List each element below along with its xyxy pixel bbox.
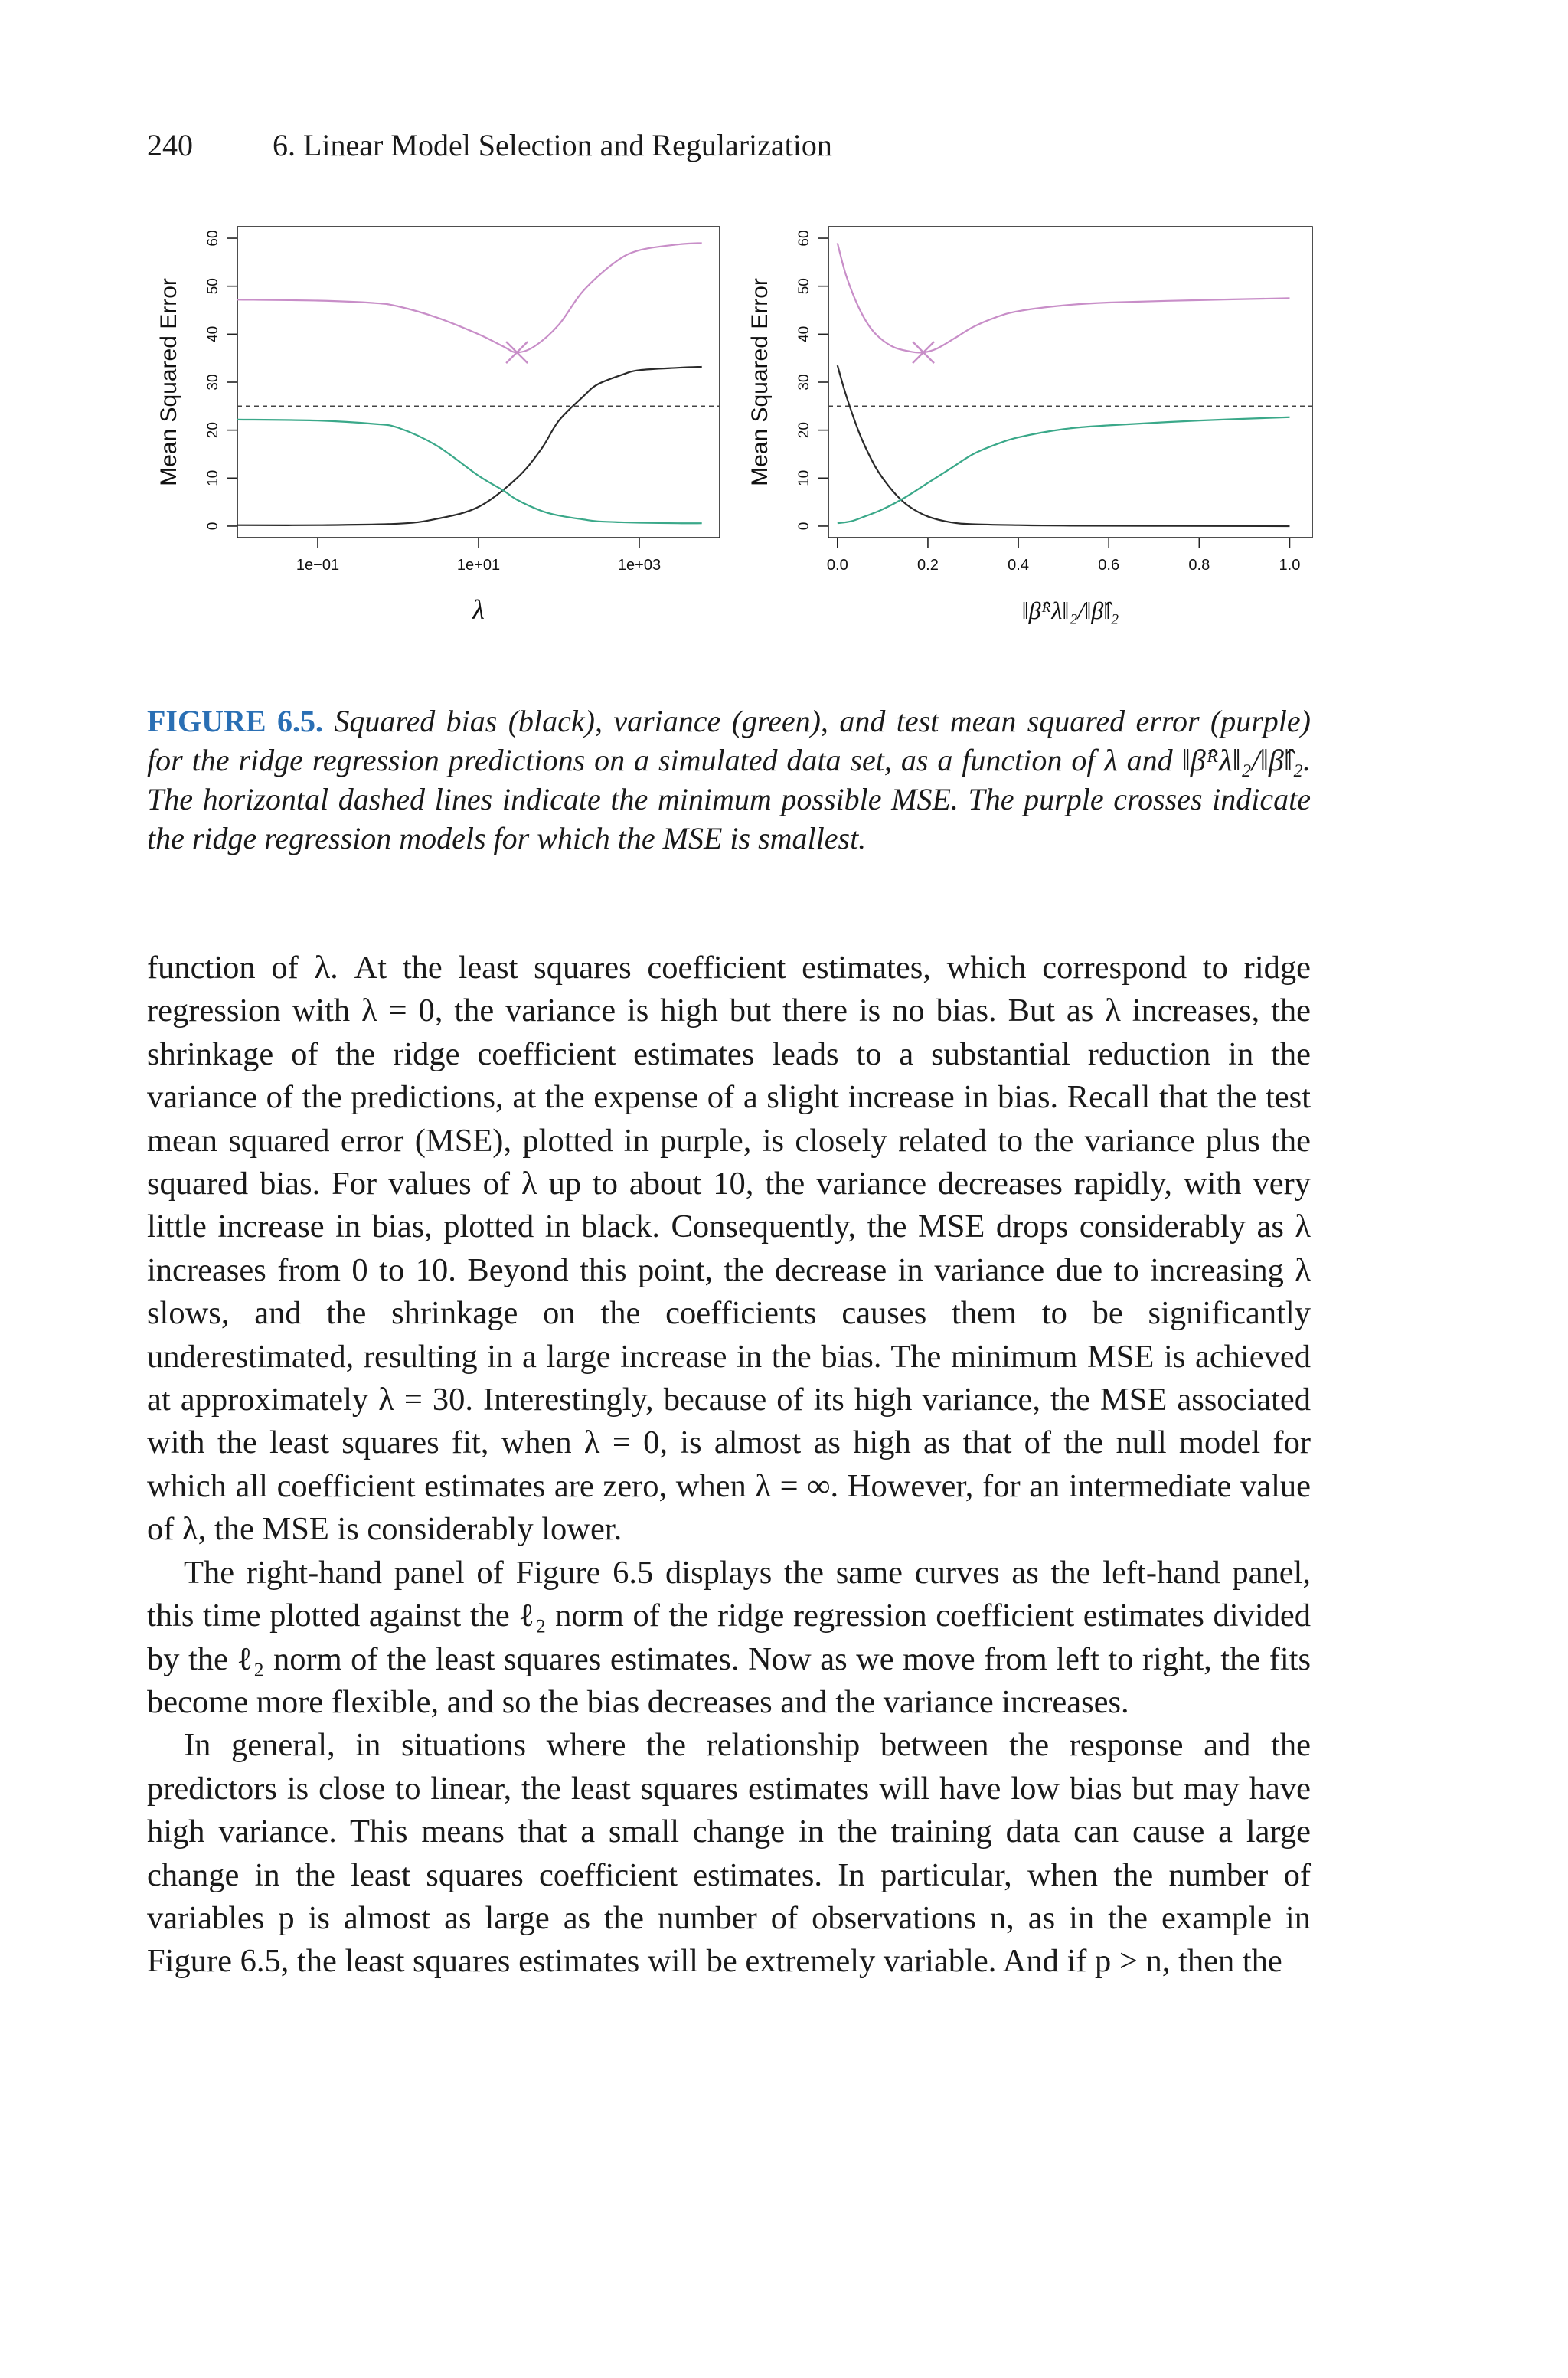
- y-tick-label: 10: [205, 469, 221, 486]
- x-axis-label: λ: [472, 594, 485, 625]
- x-tick-label: 1e+01: [456, 557, 501, 574]
- caption-text: Squared bias (black), variance (green), and test mean squared error (purple) for the ridge regression predictions on a simulated data set, as a function of λ and ‖β̂ᴿλ‖₂/‖β̂‖₂. The horizontal dashed lines indicate the minimum possible MSE. The purple crosses indicate the ridge regression models for which the MSE is smallest.: [147, 704, 1311, 855]
- chart-panel-1: [156, 227, 720, 625]
- x-tick-label: 0.8: [1188, 557, 1210, 574]
- running-head: [147, 127, 1311, 173]
- plot-frame: [237, 227, 720, 538]
- y-tick-label: 0: [205, 522, 221, 531]
- figure-6-5: [130, 207, 1332, 682]
- paragraph-2: The right-hand panel of Figure 6.5 displays the same curves as the left-hand panel, this time plotted against the ℓ₂ norm of the ridge regression coefficient estimates divided by the ℓ₂ norm of the least squares estimates. Now as we move from left to right, the fits become more flexible, and so the bias decreases and the variance increases.: [147, 1554, 1311, 1720]
- paragraph-1: function of λ. At the least squares coefficient estimates, which correspond to ridge regression with λ = 0, the variance is high but there is no bias. But as λ increases, the shrinkage of the ridge coefficient estimates leads to a substantial reduction in the variance of the predictions, at the expense of a slight increase in bias. Recall that the test mean squared error (MSE), plotted in purple, is closely related to the variance plus the squared bias. For values of λ up to about 10, the variance decreases rapidly, with very little increase in bias, plotted in black. Consequently, the MSE drops considerably as λ increases from 0 to 10. Beyond this point, the decrease in variance due to increasing λ slows, and the shrinkage on the coefficients causes them to be significantly underestimated, resulting in a large increase in the bias. The minimum MSE is achieved at approximately λ = 30. Interestingly, because of its high variance, the MSE associated with the least squares fit, when λ = 0, is almost as high as that of the null model for which all coefficient estimates are zero, when λ = ∞. However, for an intermediate value of λ, the MSE is considerably lower.: [147, 950, 1311, 1548]
- chapter-title: 6. Linear Model Selection and Regularization: [273, 128, 832, 162]
- squared-bias-curve: [237, 367, 702, 525]
- body-text: [147, 947, 1311, 1984]
- y-tick-label: 60: [205, 230, 221, 247]
- y-axis-label: Mean Squared Error: [747, 278, 773, 486]
- min-mse-cross-marker: [506, 342, 528, 363]
- y-tick-label: 50: [205, 278, 221, 295]
- x-tick-label: 0.0: [826, 557, 848, 574]
- page-number: 240: [147, 128, 193, 162]
- test-mse-curve: [838, 243, 1290, 352]
- variance-curve: [838, 417, 1290, 523]
- y-tick-label: 30: [796, 374, 812, 391]
- paragraph-3: In general, in situations where the relationship between the response and the predictors is close to linear, the least squares estimates will have low bias but may have high variance. This means that a small change in the training data can cause a large change in the least squares coefficient estimates. In particular, when the number of variables p is almost as large as the number of observations n, as in the example in Figure 6.5, the least squares estimates will be extremely variable. And if p > n, then the: [147, 1727, 1311, 1980]
- variance-curve: [237, 420, 702, 523]
- x-axis-label: ‖β̂ᴿλ‖₂/‖β̂‖₂: [1021, 597, 1119, 624]
- y-tick-label: 0: [796, 522, 812, 531]
- y-tick-label: 30: [205, 374, 221, 391]
- y-tick-label: 40: [205, 325, 221, 342]
- y-tick-label: 20: [205, 422, 221, 439]
- x-tick-label: 0.4: [1008, 557, 1029, 574]
- x-tick-label: 1.0: [1279, 557, 1301, 574]
- y-tick-label: 40: [796, 325, 812, 342]
- y-tick-label: 10: [796, 469, 812, 486]
- y-tick-label: 20: [796, 422, 812, 439]
- figure-caption: [147, 702, 1311, 858]
- plot-frame: [828, 227, 1312, 538]
- squared-bias-curve: [838, 365, 1290, 526]
- test-mse-curve: [237, 243, 702, 352]
- x-tick-label: 0.2: [917, 557, 939, 574]
- y-tick-label: 60: [796, 230, 812, 247]
- figure-svg: [130, 207, 1332, 682]
- y-axis-label: Mean Squared Error: [156, 278, 181, 486]
- x-tick-label: 1e−01: [296, 557, 340, 574]
- x-tick-label: 0.6: [1098, 557, 1120, 574]
- chart-panel-2: [747, 227, 1312, 624]
- x-tick-label: 1e+03: [617, 557, 662, 574]
- y-tick-label: 50: [796, 278, 812, 295]
- caption-label: FIGURE 6.5.: [147, 704, 323, 738]
